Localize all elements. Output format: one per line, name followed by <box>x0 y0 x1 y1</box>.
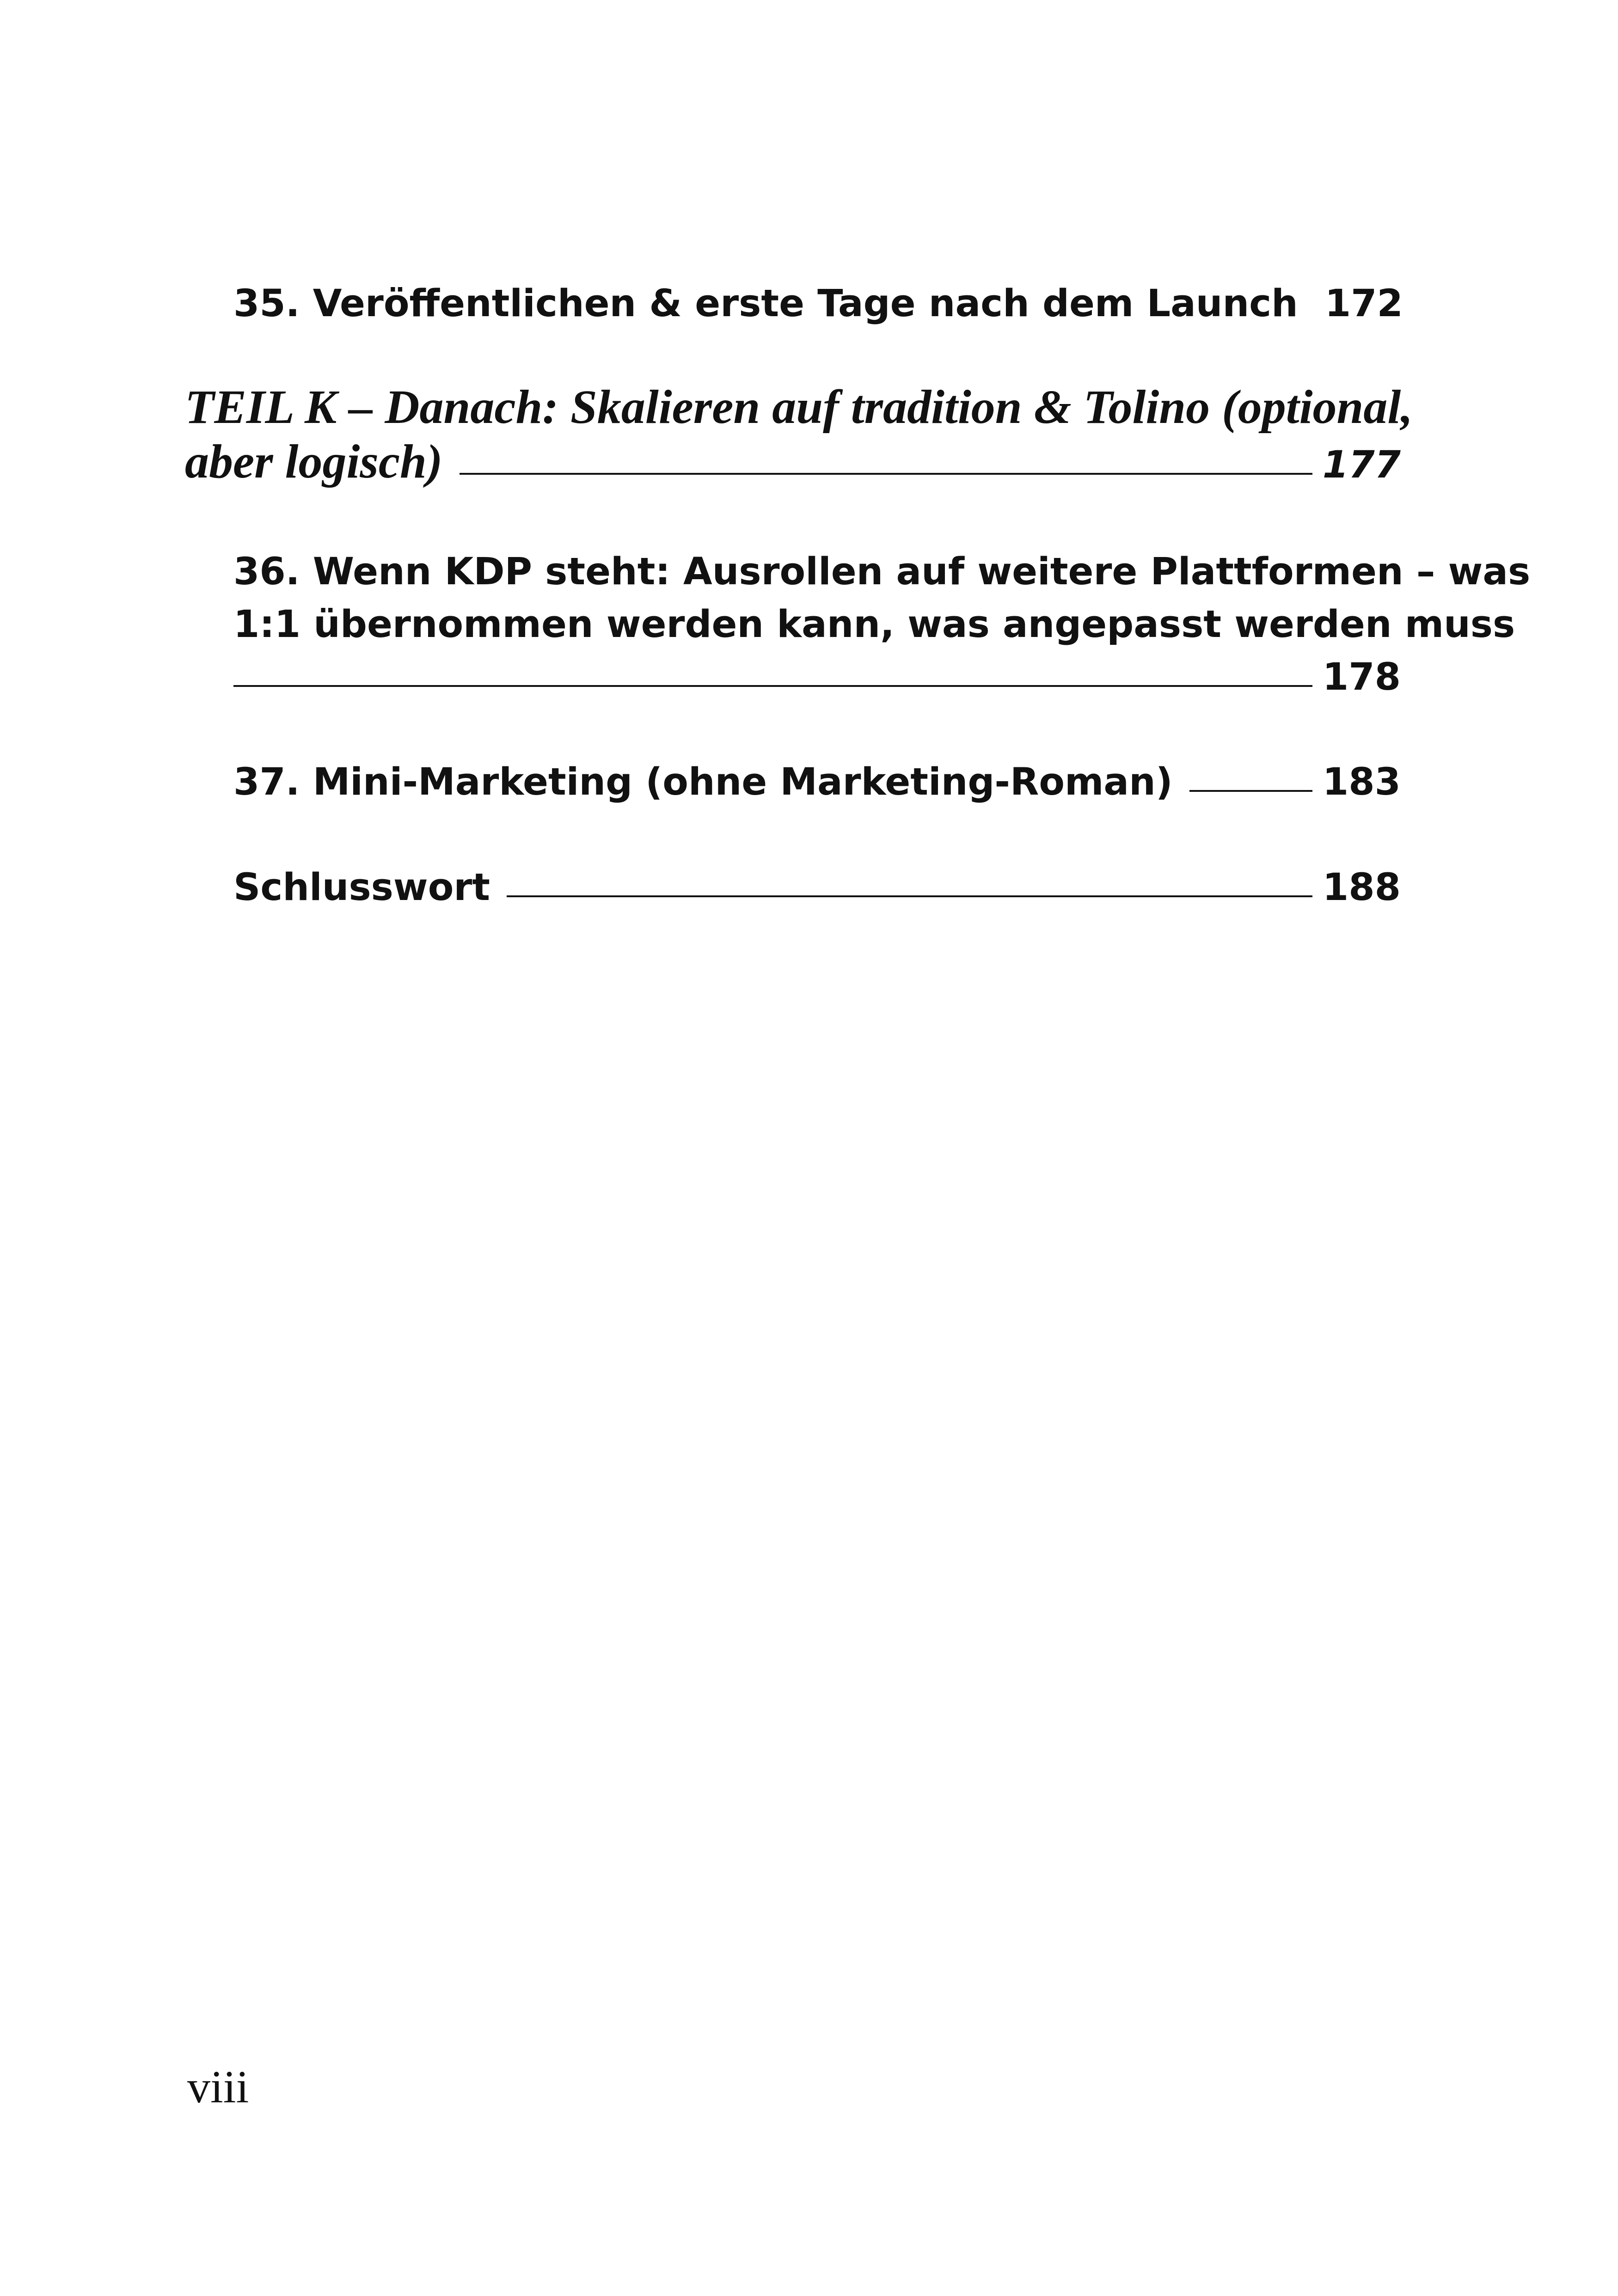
toc-entry-35[interactable] <box>233 277 1401 330</box>
toc-entry-title-line-1: 36. Wenn KDP steht: Ausrollen auf weitere Plattformen – was <box>233 550 1531 594</box>
toc-part-k[interactable] <box>185 380 1413 492</box>
dot-leader <box>233 685 1312 687</box>
toc-entry-title-line-2: 1:1 übernommen werden kann, was angepasst werden muss <box>233 603 1515 646</box>
toc-part-title-line-2: aber logisch) <box>185 435 443 488</box>
page-folio: viii <box>187 2061 249 2112</box>
toc-page-number: 178 <box>1322 655 1401 699</box>
toc-entry-title: 35. Veröffentlichen & erste Tage nach dem Launch <box>233 282 1298 325</box>
toc-page-number: 172 <box>1324 282 1403 325</box>
toc-part-title-line-1: TEIL K – Danach: Skalieren auf tradition & Tolino (optional, <box>185 380 1413 434</box>
toc-entry-37[interactable] <box>233 756 1401 808</box>
toc-entry-title: Schlusswort <box>233 866 490 909</box>
toc-page-number: 183 <box>1322 760 1401 804</box>
dot-leader <box>460 473 1312 475</box>
toc-page-number: 188 <box>1322 866 1401 909</box>
toc-entry-schlusswort[interactable] <box>233 861 1401 914</box>
toc-entry-36[interactable] <box>233 545 1531 704</box>
toc-page-number: 177 <box>1322 443 1401 487</box>
dot-leader <box>507 895 1312 897</box>
dot-leader <box>1189 790 1312 792</box>
toc-entry-title: 37. Mini-Marketing (ohne Marketing-Roman) <box>233 760 1173 804</box>
